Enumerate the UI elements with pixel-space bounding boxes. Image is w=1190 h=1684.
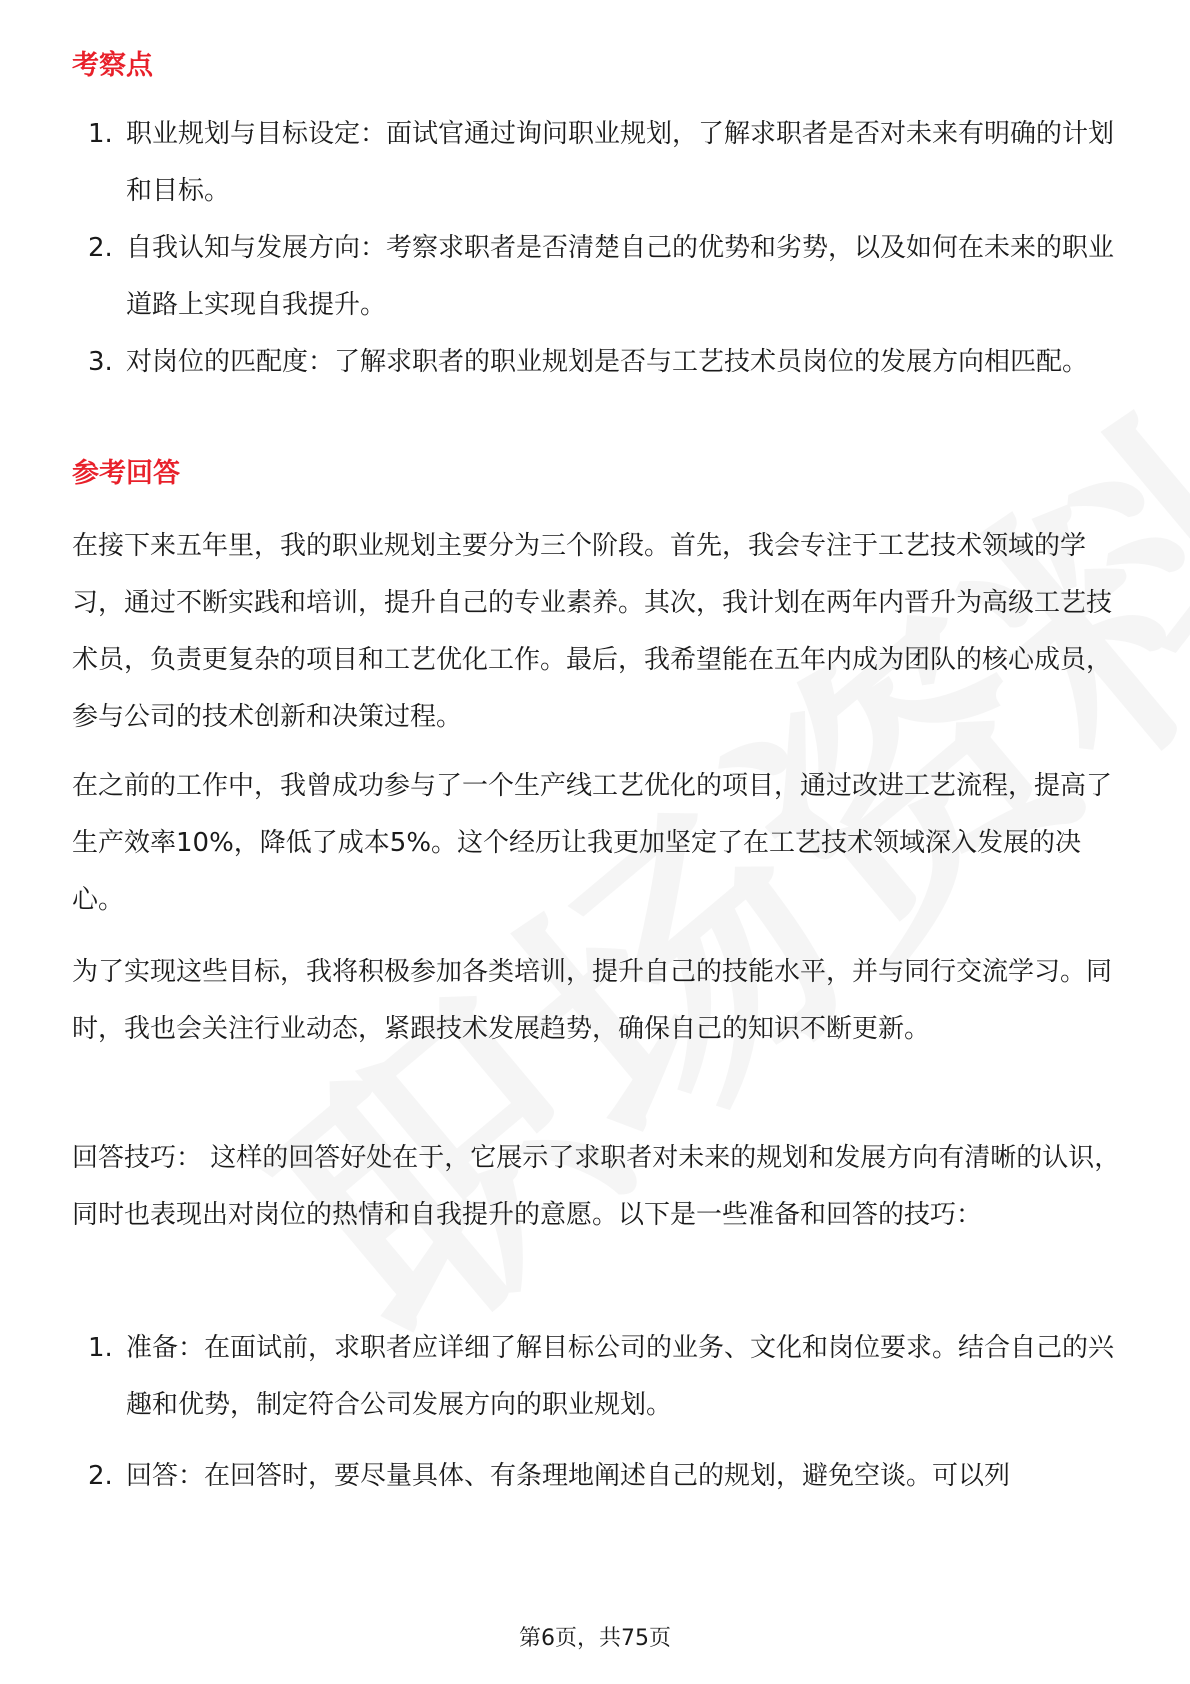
page-number: 第6页，共75页	[519, 1626, 671, 1651]
list-item	[72, 220, 1122, 334]
exam-points-list	[72, 106, 1122, 391]
list-item-text: 准备：在面试前，求职者应详细了解目标公司的业务、文化和岗位要求。结合自己的兴趣和优势，制定符合公司发展方向的职业规划。	[126, 1333, 1115, 1420]
answer-tips-intro: 回答技巧： 这样的回答好处在于，它展示了求职者对未来的规划和发展方向有清晰的认识，同时也表现出对岗位的热情和自我提升的意愿。以下是一些准备和回答的技巧：	[72, 1143, 1121, 1230]
list-number: 2.	[88, 1461, 113, 1491]
list-item	[72, 1320, 1122, 1434]
tips-list	[72, 1320, 1122, 1505]
list-item-text: 回答：在回答时，要尽量具体、有条理地阐述自己的规划，避免空谈。可以列	[126, 1461, 1011, 1491]
list-number: 1.	[88, 119, 113, 149]
list-number: 1.	[88, 1333, 113, 1363]
list-item-text: 职业规划与目标设定：面试官通过询问职业规划，了解求职者是否对未来有明确的计划和目标。	[126, 119, 1115, 206]
answer-paragraph: 在接下来五年里，我的职业规划主要分为三个阶段。首先，我会专注于工艺技术领域的学习，通过不断实践和培训，提升自己的专业素养。其次，我计划在两年内晋升为高级工艺技术员，负责更复杂的项目和工艺优化工作。最后，我希望能在五年内成为团队的核心成员，参与公司的技术创新和决策过程。	[72, 531, 1113, 732]
section-title-exam-points: 考察点	[72, 50, 153, 81]
list-number: 3.	[88, 347, 113, 377]
section-title-reference-answer: 参考回答	[72, 458, 180, 489]
list-number: 2.	[88, 233, 113, 263]
answer-paragraph: 为了实现这些目标，我将积极参加各类培训，提升自己的技能水平，并与同行交流学习。同时，我也会关注行业动态，紧跟技术发展趋势，确保自己的知识不断更新。	[72, 957, 1113, 1044]
list-item	[72, 1448, 1122, 1505]
list-item-text: 自我认知与发展方向：考察求职者是否清楚自己的优势和劣势，以及如何在未来的职业道路上实现自我提升。	[126, 233, 1115, 320]
list-item	[72, 106, 1122, 220]
answer-paragraph: 在之前的工作中，我曾成功参与了一个生产线工艺优化的项目，通过改进工艺流程，提高了生产效率10%，降低了成本5%。这个经历让我更加坚定了在工艺技术领域深入发展的决心。	[72, 771, 1113, 915]
list-item-text: 对岗位的匹配度：了解求职者的职业规划是否与工艺技术员岗位的发展方向相匹配。	[126, 347, 1089, 377]
list-item	[72, 334, 1122, 391]
